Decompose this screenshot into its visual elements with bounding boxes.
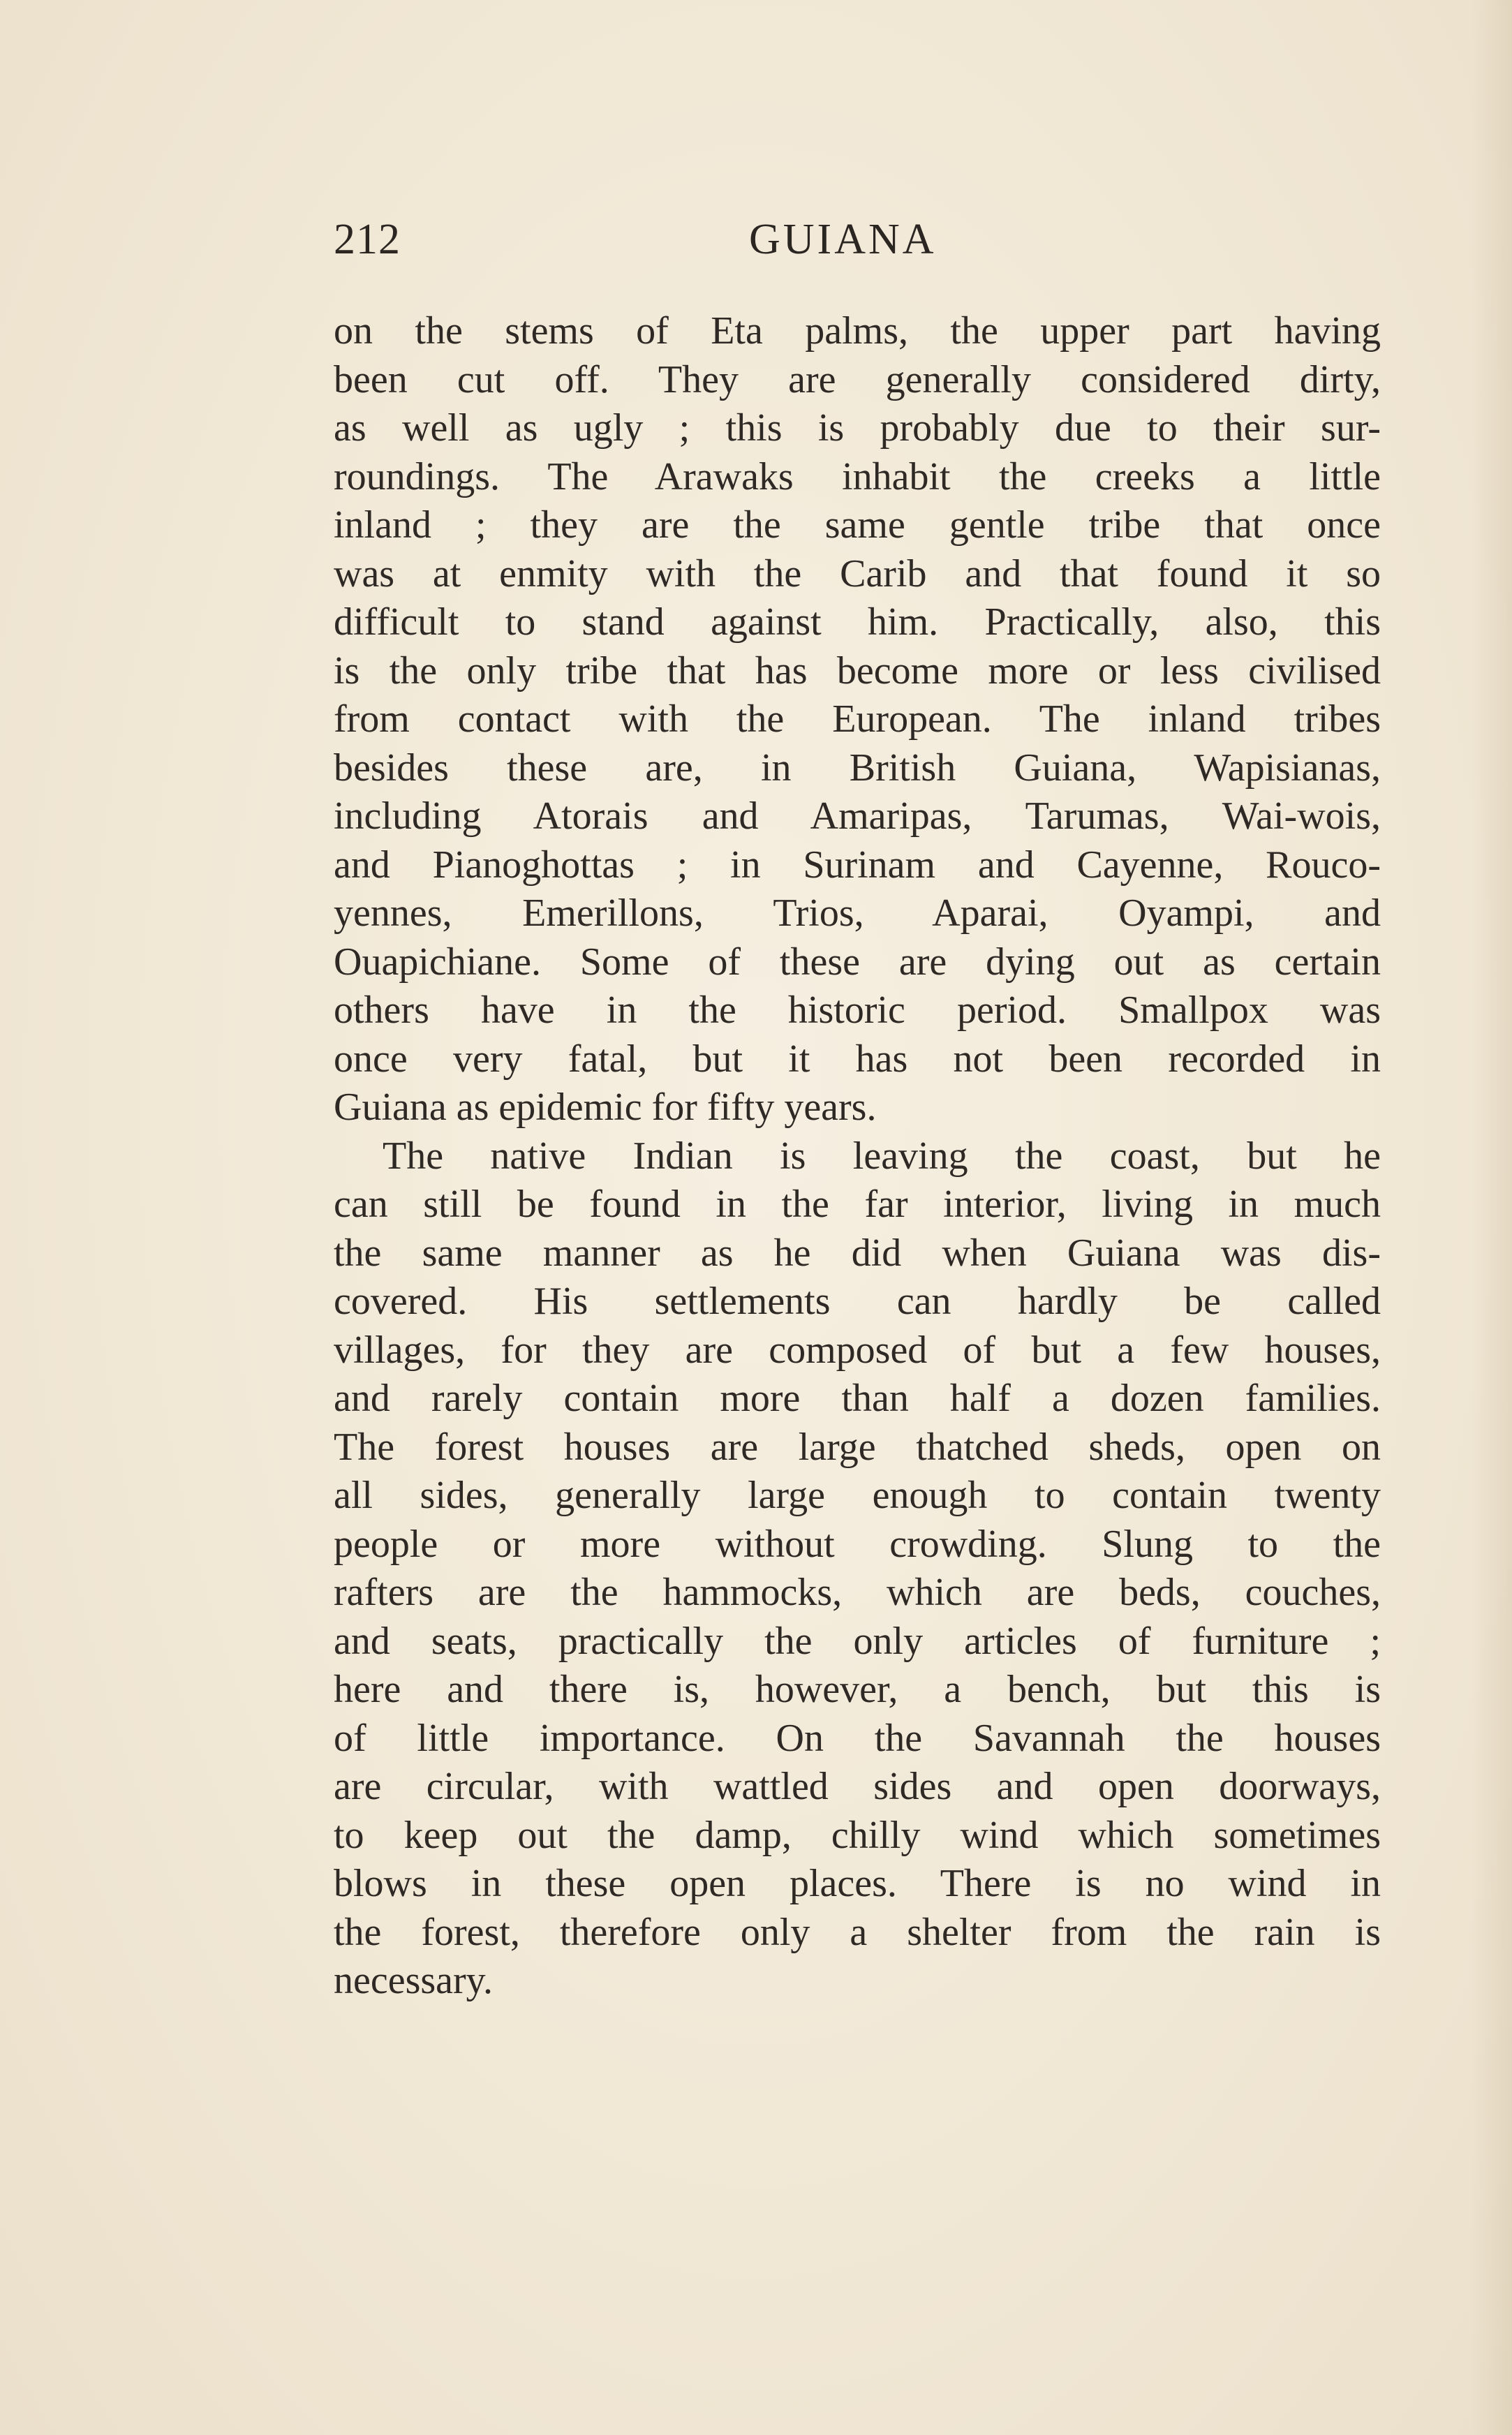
text-line: been cut off. They are generally considered dirty, [334,357,1381,401]
text-line: roundings. The Arawaks inhabit the creeks a little [334,454,1381,498]
text-line: of little importance. On the Savannah the houses [334,1716,1381,1760]
text-line: and Pianoghottas ; in Surinam and Cayenne, Rouco- [334,843,1381,887]
text-line: from contact with the European. The inland tribes [334,697,1381,741]
text-line: and rarely contain more than half a dozen families. [334,1377,1381,1420]
text-line: yennes, Emerillons, Trios, Aparai, Oyampi, and [334,891,1381,935]
text-line: all sides, generally large enough to contain twenty [334,1474,1381,1517]
text-line: are circular, with wattled sides and open doorways, [334,1765,1381,1808]
text-line: here and there is, however, a bench, but this is [334,1668,1381,1711]
text-line: villages, for they are composed of but a few houses, [334,1328,1381,1372]
text-line: as well as ugly ; this is probably due to their sur- [334,406,1381,450]
text-line: Ouapichiane. Some of these are dying out as certain [334,940,1381,984]
text-line: on the stems of Eta palms, the upper part having [334,309,1381,353]
text-line: can still be found in the far interior, living in much [334,1183,1381,1226]
text-line: The forest houses are large thatched sheds, open on [334,1425,1381,1469]
text-line: others have in the historic period. Smallpox was [334,989,1381,1032]
text-line: was at enmity with the Carib and that found it so [334,552,1381,595]
text-line: Guiana as epidemic for fifty years. [334,1086,877,1129]
paragraph-2 [334,1132,1381,2006]
text-line: and seats, practically the only articles of furniture ; [334,1619,1381,1663]
body-text [334,307,1381,2006]
text-line: the same manner as he did when Guiana was dis- [334,1231,1381,1275]
text-line: The native Indian is leaving the coast, but he [383,1134,1381,1178]
text-line: the forest, therefore only a shelter from the rain is [334,1910,1381,1954]
text-line: is the only tribe that has become more or less civilised [334,649,1381,693]
text-line: difficult to stand against him. Practically, also, this [334,600,1381,644]
page-header [334,215,1381,278]
text-line: covered. His settlements can hardly be called [334,1280,1381,1323]
running-title: GUIANA [749,216,937,263]
text-line: to keep out the damp, chilly wind which sometimes [334,1813,1381,1857]
page-number: 212 [334,216,401,263]
text-line: people or more without crowding. Slung to the [334,1522,1381,1566]
text-line: including Atorais and Amaripas, Tarumas, Wai-wois, [334,794,1381,838]
paragraph-1 [334,307,1381,1132]
text-line: once very fatal, but it has not been recorded in [334,1037,1381,1081]
text-line: inland ; they are the same gentle tribe that once [334,503,1381,547]
text-line: rafters are the hammocks, which are beds, couches, [334,1571,1381,1614]
text-line: blows in these open places. There is no wind in [334,1862,1381,1905]
text-line: besides these are, in British Guiana, Wapisianas, [334,746,1381,790]
text-line: necessary. [334,1959,494,2002]
